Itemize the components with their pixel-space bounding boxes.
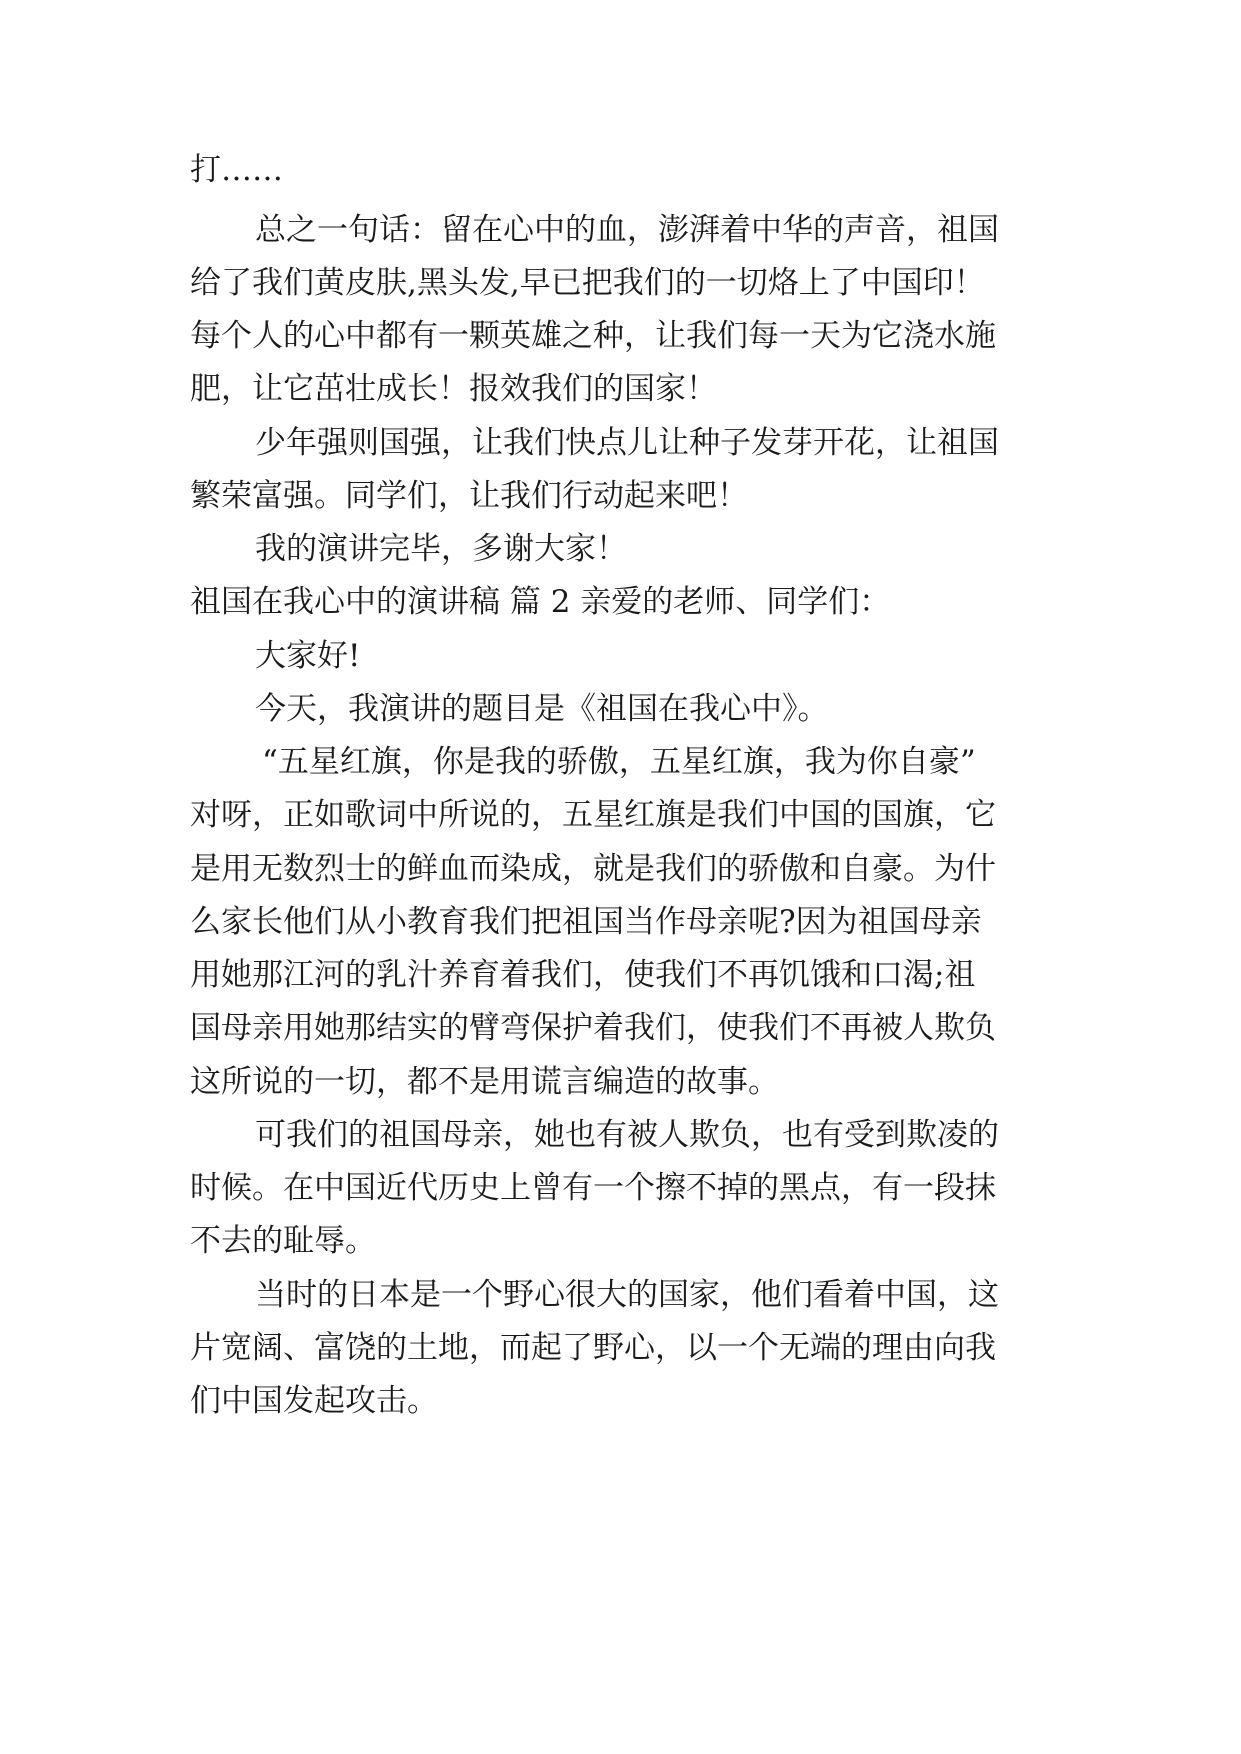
- text-line: 少年强则国强，让我们快点儿让种子发芽开花，让祖国: [255, 425, 999, 461]
- text-line: 大家好!: [255, 638, 361, 674]
- section-heading-line: 祖国在我心中的演讲稿 篇 2 亲爱的老师、同学们：: [190, 584, 891, 620]
- text-line: 总之一句话：留在心中的血，澎湃着中华的声音，祖国: [255, 212, 999, 248]
- text-line: 么家长他们从小教育我们把祖国当作母亲呢?因为祖国母亲: [190, 904, 982, 940]
- text-line: 时候。在中国近代历史上曾有一个擦不掉的黑点，有一段抹: [190, 1170, 996, 1206]
- text-line: 用她那江河的乳汁养育着我们，使我们不再饥饿和口渴;祖: [190, 957, 976, 993]
- text-line: “五星红旗，你是我的骄傲，五星红旗，我为你自豪”: [262, 744, 976, 780]
- text-line: 是用无数烈士的鲜血而染成，就是我们的骄傲和自豪。为什: [190, 851, 996, 887]
- text-line: 繁荣富强。同学们，让我们行动起来吧！: [190, 478, 748, 514]
- text-line: 打……: [190, 152, 283, 188]
- text-line: 肥，让它茁壮成长！报效我们的国家！: [190, 371, 717, 407]
- text-line: 今天，我演讲的题目是《祖国在我心中》。: [255, 691, 829, 727]
- text-line: 给了我们黄皮肤,黑头发,早已把我们的一切烙上了中国印！: [190, 265, 985, 301]
- text-line: 片宽阔、富饶的土地，而起了野心，以一个无端的理由向我: [190, 1330, 996, 1366]
- text-line: 当时的日本是一个野心很大的国家，他们看着中国，这: [255, 1277, 999, 1313]
- text-line: 这所说的一切，都不是用谎言编造的故事。: [190, 1064, 779, 1100]
- text-line: 每个人的心中都有一颗英雄之种，让我们每一天为它浇水施: [190, 318, 996, 354]
- text-line: 对呀，正如歌词中所说的，五星红旗是我们中国的国旗，它: [190, 797, 996, 833]
- text-line: 可我们的祖国母亲，她也有被人欺负，也有受到欺凌的: [255, 1117, 999, 1153]
- text-line: 我的演讲完毕，多谢大家！: [255, 531, 627, 567]
- text-line: 们中国发起攻击。: [190, 1383, 438, 1419]
- text-line: 不去的耻辱。: [190, 1223, 376, 1259]
- text-line: 国母亲用她那结实的臂弯保护着我们，使我们不再被人欺负: [190, 1010, 996, 1046]
